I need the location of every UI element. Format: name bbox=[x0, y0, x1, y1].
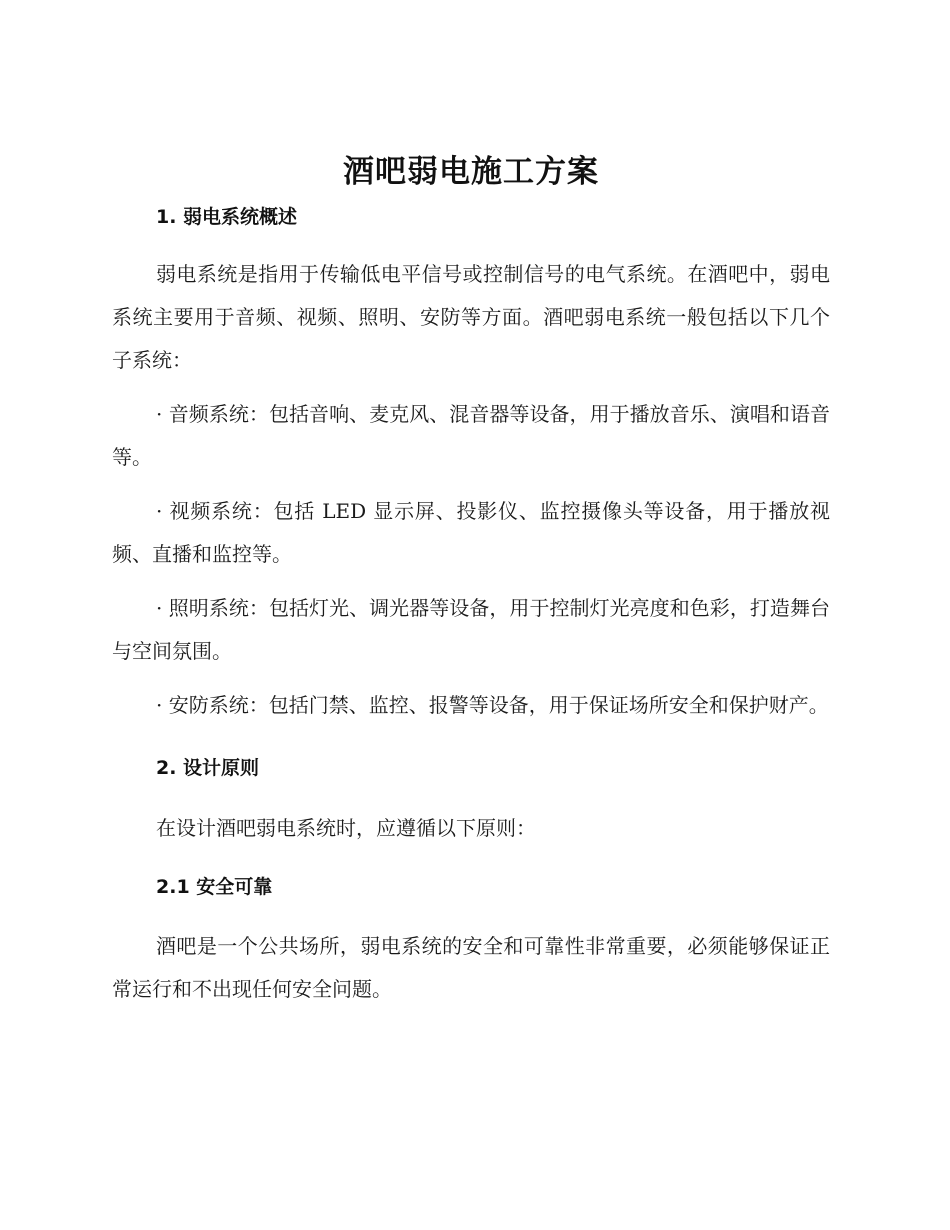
safety-reliability-paragraph: 酒吧是一个公共场所，弱电系统的安全和可靠性非常重要，必须能够保证正常运行和不出现任何安全问题。 bbox=[112, 934, 830, 1001]
subsection-heading-safety-reliability: 2.1 安全可靠 bbox=[156, 876, 273, 898]
list-item-security-system: · 安防系统：包括门禁、监控、报警等设备，用于保证场所安全和保护财产。 bbox=[156, 693, 829, 717]
section-heading-design-principles: 2. 设计原则 bbox=[156, 757, 260, 779]
list-item-lighting-system: · 照明系统：包括灯光、调光器等设备，用于控制灯光亮度和色彩，打造舞台与空间氛围。 bbox=[112, 596, 830, 663]
list-item-audio-system: · 音频系统：包括音响、麦克风、混音器等设备，用于播放音乐、演唱和语音等。 bbox=[112, 402, 830, 469]
design-principles-intro-paragraph: 在设计酒吧弱电系统时，应遵循以下原则： bbox=[156, 816, 536, 840]
document-page bbox=[112, 148, 830, 1011]
list-item-video-system: · 视频系统：包括 LED 显示屏、投影仪、监控摄像头等设备，用于播放视频、直播和监控等。 bbox=[112, 499, 830, 566]
section-heading-overview: 1. 弱电系统概述 bbox=[156, 206, 298, 228]
document-title: 酒吧弱电施工方案 bbox=[343, 154, 599, 190]
overview-intro-paragraph: 弱电系统是指用于传输低电平信号或控制信号的电气系统。在酒吧中，弱电系统主要用于音频、视频、照明、安防等方面。酒吧弱电系统一般包括以下几个子系统： bbox=[112, 262, 830, 372]
